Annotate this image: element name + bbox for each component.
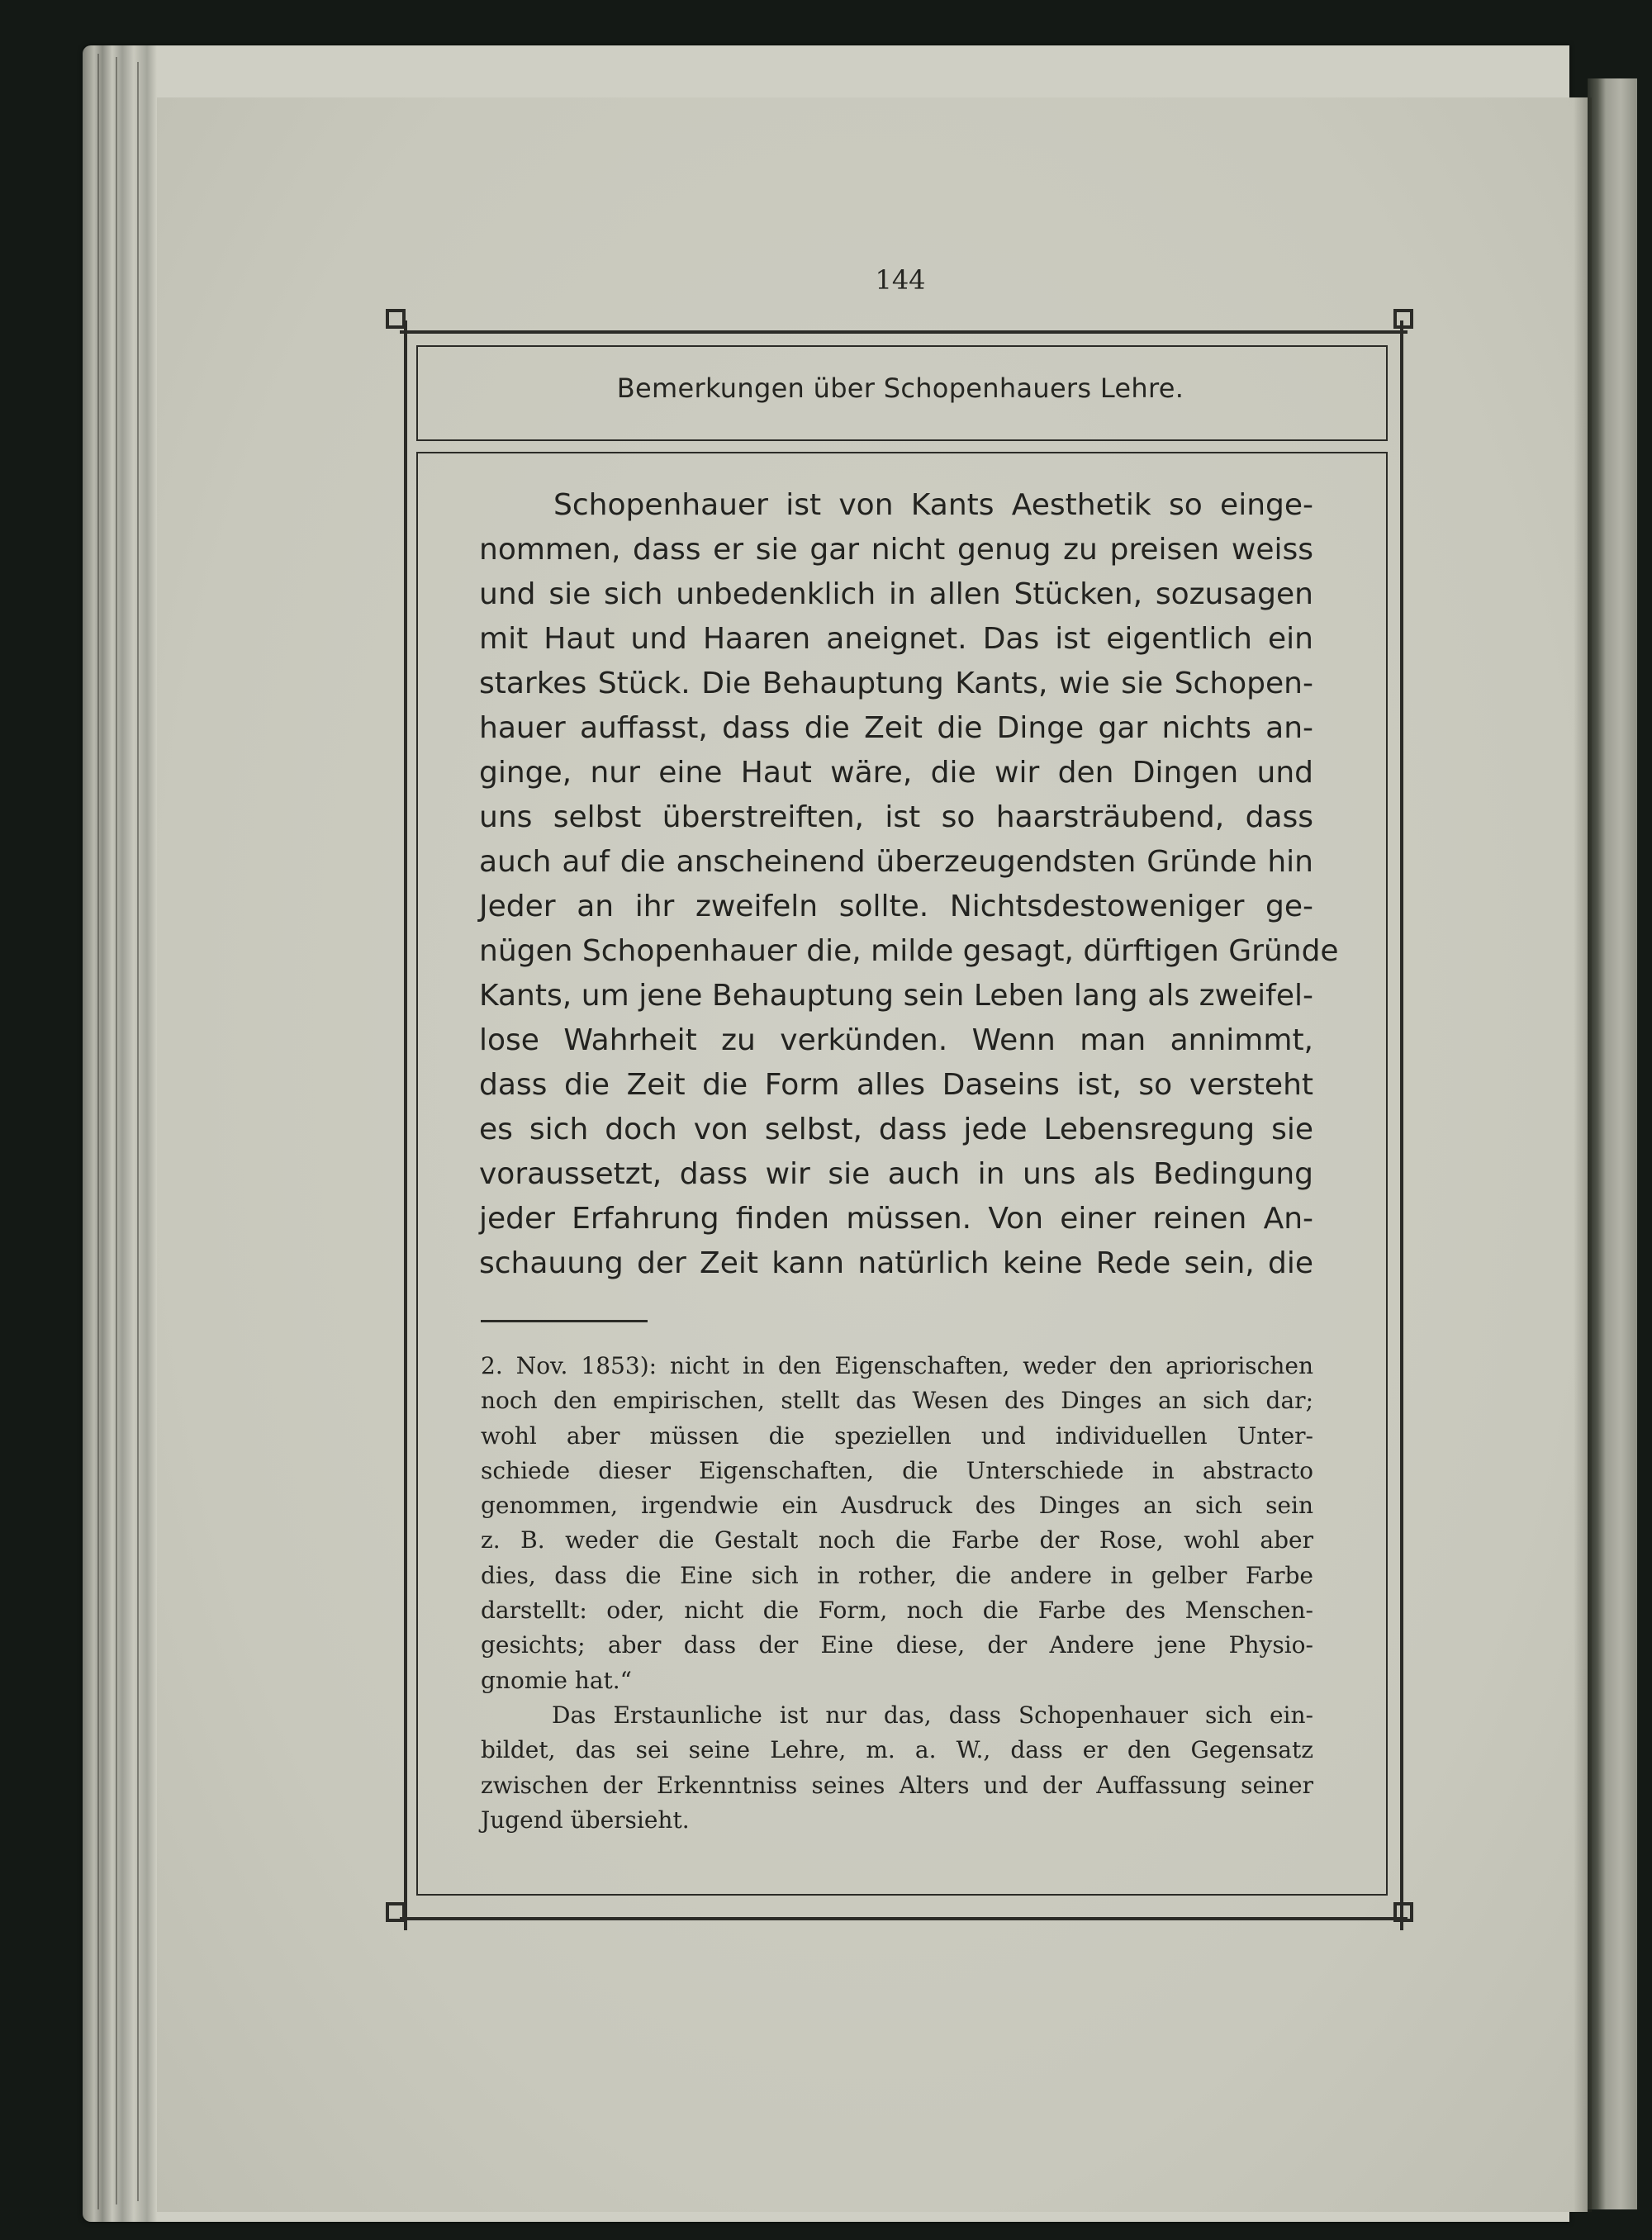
text-line: dass die Zeit die Form alles Daseins ist, so versteht <box>479 1068 1313 1102</box>
footnote-line: wohl aber müssen die speziellen und individuellen Unter- <box>481 1421 1313 1450</box>
text-line: nommen, dass er sie gar nicht genug zu preisen weiss <box>479 533 1313 567</box>
footnote-line: bildet, das sei seine Lehre, m. a. W., dass er den Gegensatz <box>481 1736 1313 1764</box>
text-line: mit Haut und Haaren aneignet. Das ist eigentlich ein <box>479 622 1313 656</box>
text-line: auch auf die anscheinend überzeugendsten Gründe hin <box>479 845 1313 879</box>
footnote-line: Jugend übersieht. <box>481 1806 690 1834</box>
page-number: 144 <box>875 264 926 296</box>
text-line: Schopenhauer ist von Kants Aesthetik so einge- <box>553 488 1313 522</box>
footnote-line: gnomie hat.“ <box>481 1666 632 1694</box>
footnote-line: genommen, irgendwie ein Ausdruck des Dinges an sich sein <box>481 1492 1313 1520</box>
text-line: Kants, um jene Behauptung sein Leben lang als zweifel- <box>479 979 1313 1013</box>
text-line: voraussetzt, dass wir sie auch in uns als Bedingung <box>479 1157 1313 1191</box>
running-head: Bemerkungen über Schopenhauers Lehre. <box>616 373 1184 404</box>
frame-corner-bottom-right <box>1393 1902 1413 1922</box>
text-line: starkes Stück. Die Behauptung Kants, wie sie Schopen- <box>479 667 1313 700</box>
text-line: jeder Erfahrung finden müssen. Von einer reinen An- <box>479 1202 1313 1236</box>
footnote-line: gesichts; aber dass der Eine diese, der Andere jene Physio- <box>481 1631 1313 1659</box>
frame-corner-top-right <box>1393 309 1413 329</box>
main-text <box>479 483 1339 1286</box>
footnote <box>481 1349 1313 1838</box>
frame-corner-top-left <box>386 309 406 329</box>
footnote-separator <box>481 1320 648 1322</box>
text-line: Jeder an ihr zweifeln sollte. Nichtsdestoweniger ge- <box>479 890 1313 923</box>
text-line: uns selbst überstreiften, ist so haarsträubend, dass <box>479 800 1313 834</box>
footnote-line: z. B. weder die Gestalt noch die Farbe der Rose, wohl aber <box>481 1526 1313 1554</box>
text-line: ginge, nur eine Haut wäre, die wir den Dingen und <box>479 756 1313 790</box>
footnote-line: 2. Nov. 1853): nicht in den Eigenschaften, weder den apriorischen <box>481 1352 1313 1379</box>
spine-shadow <box>1574 97 1592 2212</box>
footnote-line: schiede dieser Eigenschaften, die Unterschiede in abstracto <box>481 1456 1313 1484</box>
text-line: und sie sich unbedenklich in allen Stücken, sozusagen <box>479 577 1313 611</box>
text-line: lose Wahrheit zu verkünden. Wenn man annimmt, <box>479 1023 1313 1057</box>
text-line: schauung der Zeit kann natürlich keine Rede sein, die <box>479 1246 1313 1280</box>
text-line: nügen Schopenhauer die, milde gesagt, dürftigen Gründe <box>479 934 1339 968</box>
text-line: es sich doch von selbst, dass jede Lebensregung sie <box>479 1113 1313 1146</box>
footnote-line: Das Erstaunliche ist nur das, dass Schopenhauer sich ein- <box>552 1701 1313 1729</box>
footnote-line: dies, dass die Eine sich in rother, die andere in gelber Farbe <box>481 1561 1313 1589</box>
frame-corner-bottom-left <box>386 1902 406 1922</box>
footnote-line: zwischen der Erkenntniss seines Alters und der Auffassung seiner <box>481 1771 1313 1799</box>
text-line: hauer auffasst, dass die Zeit die Dinge gar nichts an- <box>479 711 1313 745</box>
footnote-line: darstellt: oder, nicht die Form, noch die Farbe des Menschen- <box>481 1597 1313 1625</box>
footnote-line: noch den empirischen, stellt das Wesen des Dinges an sich dar; <box>481 1387 1313 1415</box>
adjacent-page-edge <box>1588 78 1637 2209</box>
